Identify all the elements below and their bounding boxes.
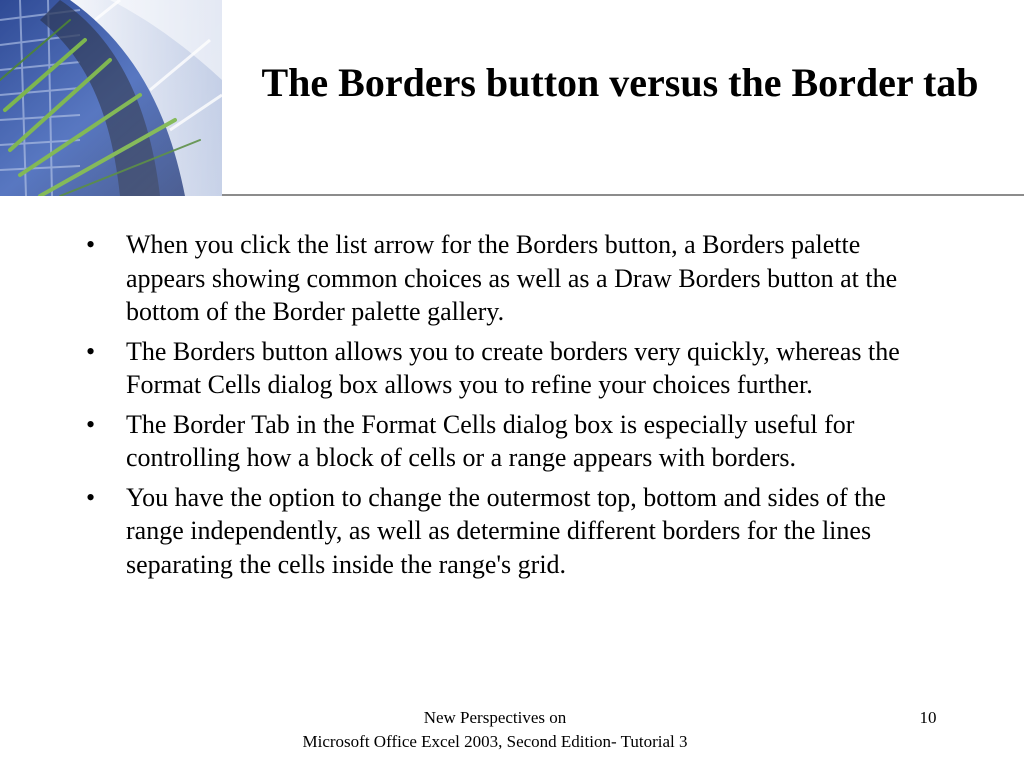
bullet-item xyxy=(82,408,932,475)
bullet-item xyxy=(82,481,932,582)
footer-source xyxy=(250,706,740,754)
bullet-item xyxy=(82,228,932,329)
bullet-icon: • xyxy=(86,336,96,366)
bullet-icon: • xyxy=(86,482,96,512)
bullet-icon: • xyxy=(86,230,96,259)
bullet-text: The Border Tab in the Format Cells dialog box is especially useful for controlling how a block of cells or a range appears with borders. xyxy=(126,409,855,472)
bullet-list xyxy=(82,228,932,587)
footer-source-line2: Microsoft Office Excel 2003, Second Edition- Tutorial 3 xyxy=(302,732,688,751)
bullet-text: The Borders button allows you to create borders very quickly, whereas the Format Cells dialog box allows you to refine your choices further. xyxy=(126,336,900,399)
page-number: 10 xyxy=(919,708,937,727)
footer-source-line1: New Perspectives on xyxy=(423,708,567,727)
bullet-text: You have the option to change the outermost top, bottom and sides of the range independently, as well as determine different borders for the lines separating the cells inside the range's grid. xyxy=(126,482,886,579)
header-divider xyxy=(222,194,1024,196)
bullet-item xyxy=(82,335,932,402)
bullet-text: When you click the list arrow for the Borders button, a Borders palette appears showing common choices as well as a Draw Borders button at the bottom of the Border palette gallery. xyxy=(126,230,898,326)
bullet-icon: • xyxy=(86,409,96,439)
slide-title: The Borders button versus the Border tab xyxy=(261,60,979,105)
header-architecture-image xyxy=(0,0,222,196)
